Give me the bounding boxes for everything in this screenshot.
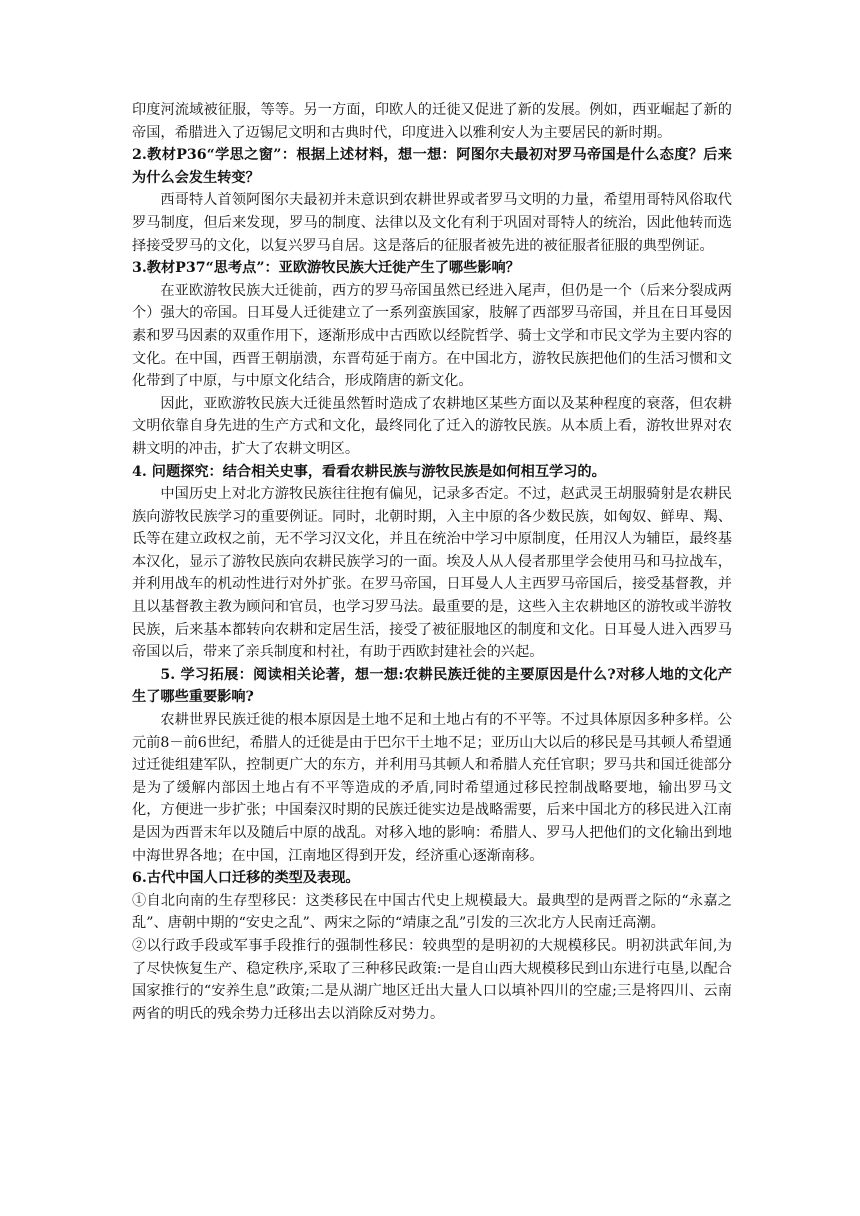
answer-4-paragraph: 中国历史上对北方游牧民族往往抱有偏见，记录多否定。不过，赵武灵王胡服骑射是农耕民族向游牧民族学习的重要例证。同时，北朝时期，入主中原的各少数民族，如匈奴、鲜卑、羯、氐等在建立政权之前，无不学习汉文化，并且在统治中学习中原制度，任用汉人为辅臣，最终基本汉化，显示了游牧民族向农耕民族学习的一面。埃及人从人侵者那里学会使用马和马拉战车，并利用战车的机动性进行对外扩张。在罗马帝国，日耳曼人人主西罗马帝国后，接受基督教，并且以基督教主教为顾问和官员，也学习罗马法。最重要的是，这些入主农耕地区的游牧或半游牧民族，后来基本都转向农耕和定居生活，接受了被征服地区的制度和文化。日耳曼人进入西罗马帝国以后，带来了亲兵制度和村社，有助于西欧封建社会的兴起。 (132, 486, 732, 661)
question-6-heading: 6.古代中国人口迁移的类型及表现。 (132, 870, 360, 887)
question-3-heading: 3.教材P37“思考点”：亚欧游牧民族大迁徙产生了哪些影响？ (132, 260, 520, 277)
document-body (132, 99, 732, 1025)
answer-5-paragraph: 农耕世界民族迁徙的根本原因是土地不足和土地占有的不平等。不过具体原因多种多样。公元前8－前6世纪，希腊人的迁徙是由于巴尔干土地不足；亚历山大以后的移民是马其顿人希望通过迁徙组建军队，控制更广大的东方，并利用马其顿人和希腊人充任官职；罗马共和国迁徙部分是为了缓解内部因土地占有不平等造成的矛盾,同时希望通过移民控制战略要地，输出罗马文化，方便进一步扩张；中国秦汉时期的民族迁徙实边是战略需要，后来中国北方的移民进入江南是因为西晋末年以及随后中原的战乱。对移入地的影响：希腊人、罗马人把他们的文化输出到地中海世界各地；在中国，江南地区得到开发，经济重心逐渐南移。 (132, 712, 732, 864)
answer-2-paragraph: 西哥特人首领阿图尔夫最初并未意识到农耕世界或者罗马文明的力量，希望用哥特风俗取代罗马制度，但后来发现，罗马的制度、法律以及文化有利于巩固对哥特人的统治，因此他转而选择接受罗马的文化，以复兴罗马自居。这是落后的征服者被先进的被征服者征服的典型例证。 (132, 192, 732, 254)
question-5-heading: 5. 学习拓展：阅读相关论著，想一想:农耕民族迁徙的主要原因是什么?对移人地的文化产生了哪些重要影响? (132, 666, 732, 706)
answer-6-item-2: ②以行政手段或军事手段推行的强制性移民：较典型的是明初的大规模移民。明初洪武年间,为了尽快恢复生产、稳定秩序,采取了三种移民政策:一是自山西大规模移民到山东进行屯垦,以配合国家推行的“安养生息”政策;二是从湖广地区迁出大量人口以填补四川的空虚;三是将四川、云南两省的明氏的残余势力迁移出去以消除反对势力。 (132, 937, 732, 1022)
answer-6-item-1: ①自北向南的生存型移民：这类移民在中国古代史上规模最大。最典型的是两晋之际的“永嘉之乱”、唐朝中期的“安史之乱”、两宋之际的“靖康之乱”引发的三次北方人民南迁高潮。 (132, 892, 732, 932)
paragraph-intro: 印度河流域被征服，等等。另一方面，印欧人的迁徙又促进了新的发展。例如，西亚崛起了新的帝国，希腊进入了迈锡尼文明和古典时代，印度进入以雅利安人为主要居民的新时期。 (132, 102, 732, 141)
question-2-heading: 2.教材P36“学思之窗”：根据上述材料，想一想：阿图尔夫最初对罗马帝国是什么态度？后来为什么会发生转变？ (132, 147, 732, 186)
answer-3-paragraph-b: 因此，亚欧游牧民族大迁徙虽然暂时造成了农耕地区某些方面以及某种程度的衰落，但农耕文明依靠自身先进的生产方式和文化，最终同化了迁入的游牧民族。从本质上看，游牧世界对农耕文明的冲击，扩大了农耕文明区。 (132, 395, 732, 457)
question-4-heading: 4. 问题探究：结合相关史事，看看农耕民族与游牧民族是如何相互学习的。 (132, 463, 606, 480)
answer-3-paragraph-a: 在亚欧游牧民族大迁徙前，西方的罗马帝国虽然已经进入尾声，但仍是一个（后来分裂成两个）强大的帝国。日耳曼人迁徙建立了一系列蛮族国家，肢解了西部罗马帝国，并且在日耳曼因素和罗马因素的双重作用下，逐渐形成中古西欧以经院哲学、骑士文学和市民文学为主要内容的文化。在中国，西晋王朝崩溃，东晋苟延于南方。在中国北方，游牧民族把他们的生活习惯和文化带到了中原，与中原文化结合，形成隋唐的新文化。 (132, 282, 732, 390)
